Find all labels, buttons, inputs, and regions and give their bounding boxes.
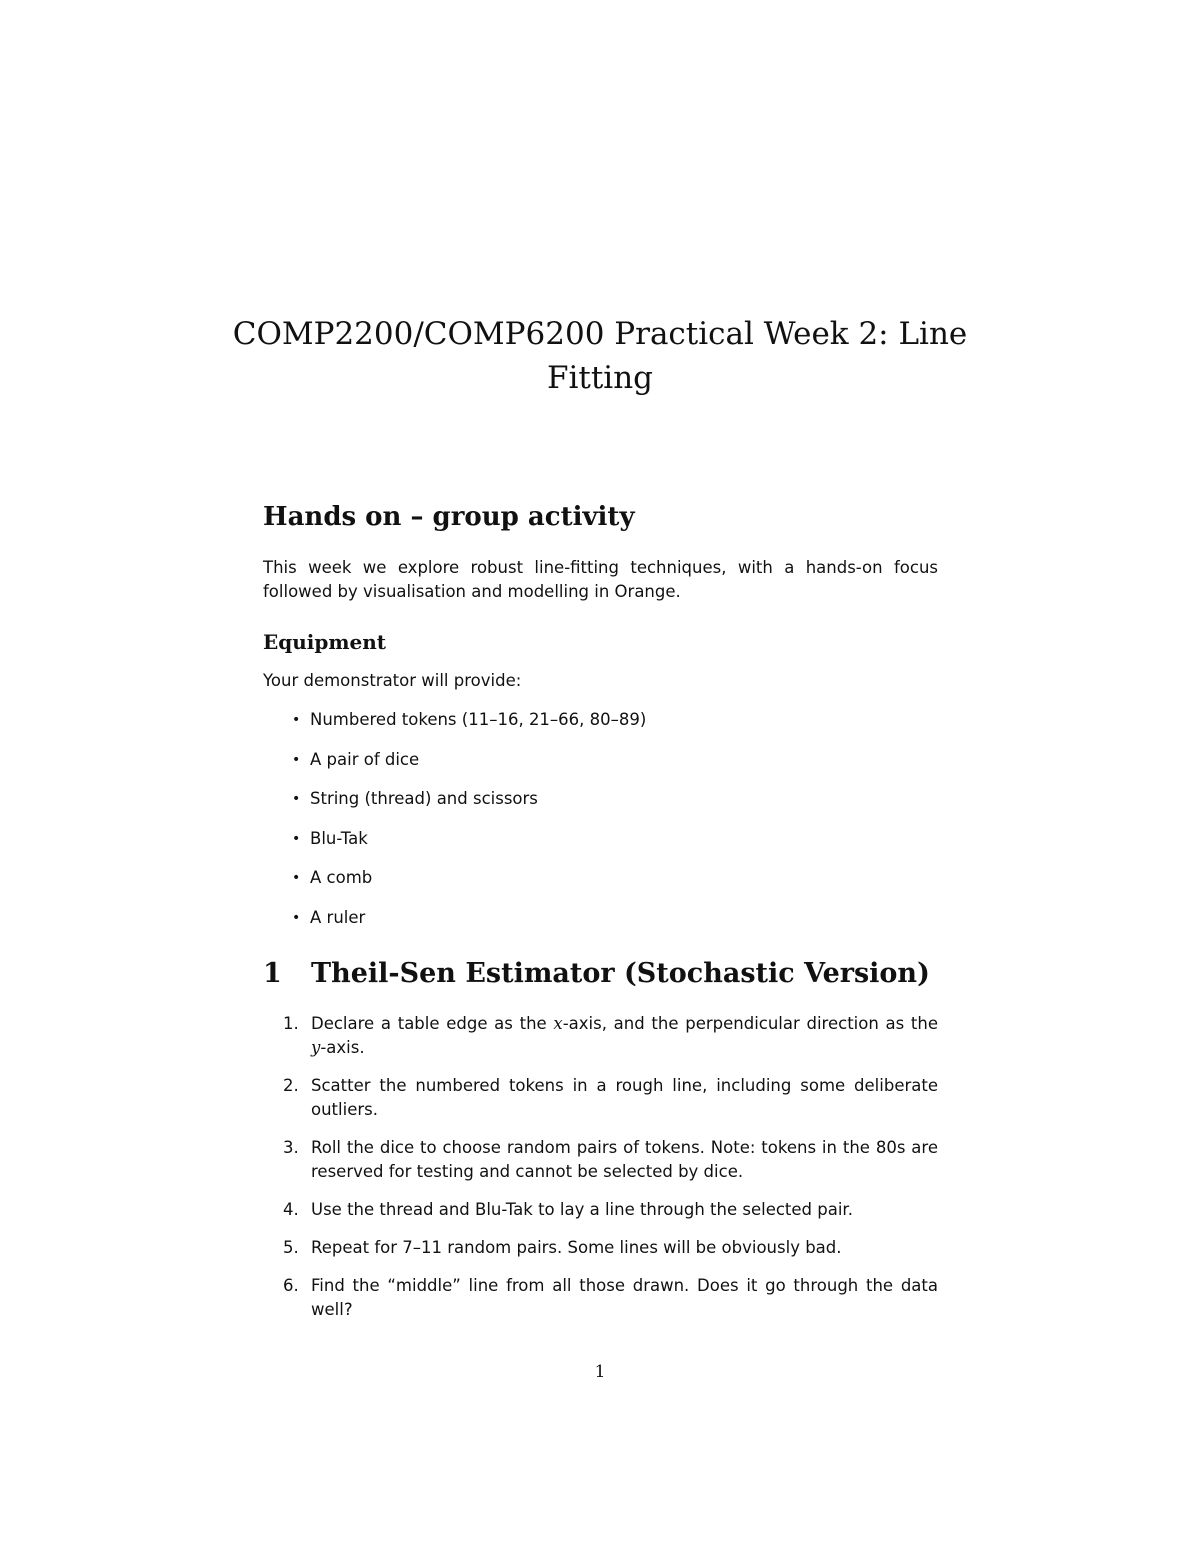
math-x: x bbox=[553, 1014, 563, 1033]
list-item bbox=[290, 827, 646, 851]
step-text: Use the thread and Blu-Tak to lay a line through the selected pair. bbox=[311, 1200, 853, 1219]
bullet-icon: • bbox=[292, 870, 301, 886]
equipment-item-tokens: Numbered tokens (11–16, 21–66, 80–89) bbox=[310, 710, 647, 729]
list-item bbox=[290, 866, 646, 890]
list-item bbox=[283, 1012, 938, 1060]
list-item bbox=[283, 1136, 938, 1184]
intro-paragraph: This week we explore robust line-fitting techniques, with a hands-on focus followed by visualisation and modelling in Orange. bbox=[263, 558, 938, 601]
bullet-icon: • bbox=[292, 751, 301, 768]
step-number: 1. bbox=[283, 1014, 299, 1033]
section-number: 1 bbox=[263, 958, 282, 989]
equipment-item-string: String (thread) and scissors bbox=[310, 789, 538, 808]
list-item bbox=[290, 906, 646, 930]
step-text: Roll the dice to choose random pairs of tokens. Note: tokens in the 80s are reserved for testing and cannot be selected by dice. bbox=[311, 1138, 938, 1181]
section-title: Theil-Sen Estimator (Stochastic Version) bbox=[311, 958, 930, 989]
step-text: -axis. bbox=[320, 1038, 365, 1057]
equipment-item-ruler: A ruler bbox=[310, 907, 366, 927]
hands-on-heading: Hands on – group activity bbox=[263, 502, 635, 532]
page-number: 1 bbox=[594, 1362, 606, 1382]
equipment-list bbox=[290, 708, 646, 945]
list-item bbox=[283, 1236, 938, 1260]
equipment-item-comb: A comb bbox=[310, 868, 373, 887]
step-number: 4. bbox=[283, 1200, 299, 1219]
list-item bbox=[283, 1074, 938, 1122]
bullet-icon: • bbox=[292, 712, 301, 728]
step-text: Scatter the numbered tokens in a rough line, including some deliberate outliers. bbox=[311, 1076, 938, 1119]
list-item bbox=[283, 1198, 938, 1222]
equipment-heading: Equipment bbox=[263, 630, 387, 654]
step-text: Find the “middle” line from all those drawn. Does it go through the data well? bbox=[311, 1276, 938, 1319]
title-line-1: COMP2200/COMP6200 Practical Week 2: Line bbox=[232, 316, 968, 352]
title-line-2: Fitting bbox=[546, 360, 654, 396]
list-item bbox=[290, 748, 646, 772]
step-number: 6. bbox=[283, 1276, 299, 1295]
bullet-icon: • bbox=[292, 909, 301, 926]
theil-sen-steps bbox=[283, 1012, 938, 1336]
bullet-icon: • bbox=[292, 791, 301, 807]
equipment-lead: Your demonstrator will provide: bbox=[263, 671, 522, 690]
document-title bbox=[200, 312, 1000, 400]
list-item bbox=[290, 708, 646, 732]
step-number: 3. bbox=[283, 1138, 299, 1157]
list-item bbox=[290, 787, 646, 811]
list-item bbox=[283, 1274, 938, 1322]
bullet-icon: • bbox=[292, 830, 301, 847]
step-text: Declare a table edge as the bbox=[311, 1014, 554, 1033]
equipment-item-blutak: Blu-Tak bbox=[310, 828, 368, 848]
math-y: y bbox=[311, 1038, 321, 1057]
step-number: 5. bbox=[283, 1238, 299, 1257]
step-number: 2. bbox=[283, 1076, 299, 1095]
step-text: -axis, and the perpendicular direction as the bbox=[562, 1014, 939, 1033]
step-text: Repeat for 7–11 random pairs. Some lines will be obviously bad. bbox=[311, 1238, 842, 1257]
equipment-item-dice: A pair of dice bbox=[310, 749, 420, 769]
section-1-heading bbox=[263, 958, 930, 989]
